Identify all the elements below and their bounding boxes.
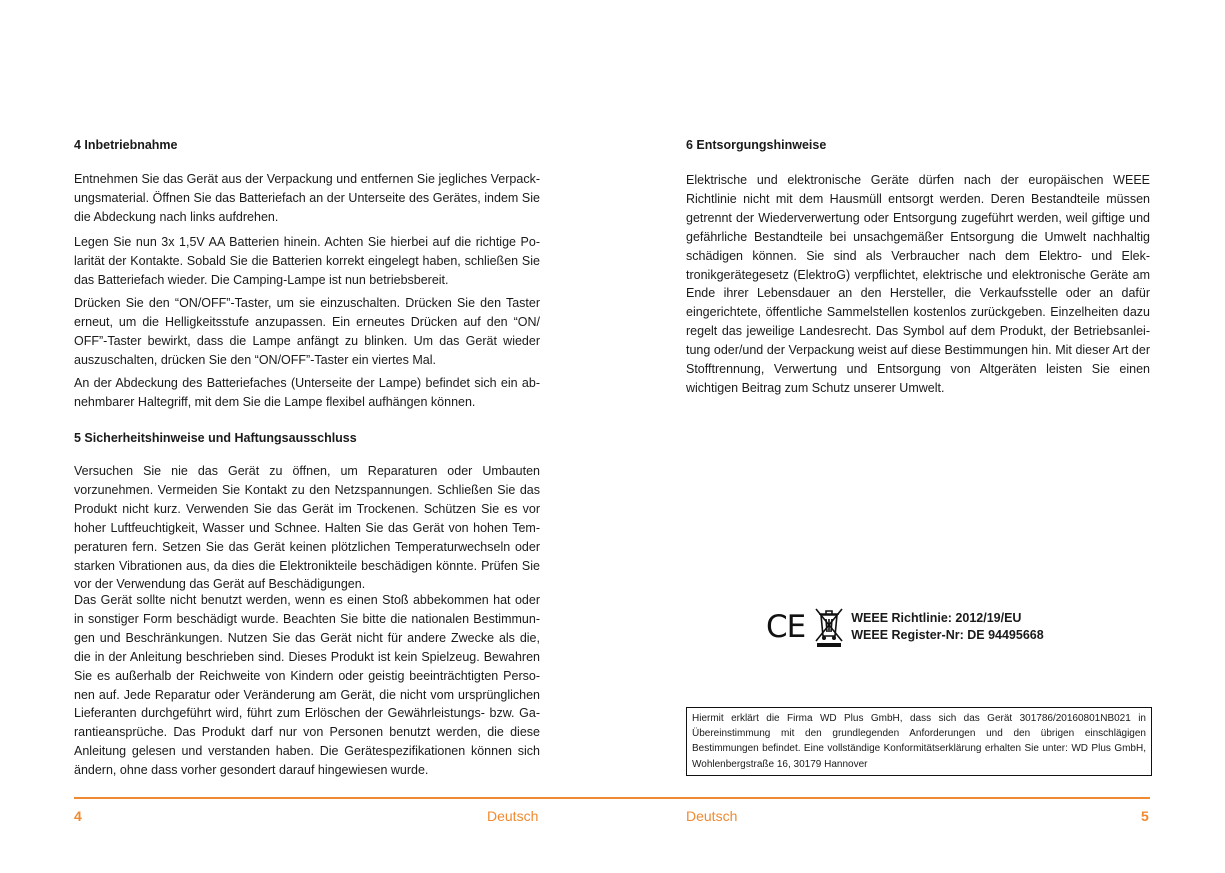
right-footer-language: Deutsch — [686, 808, 738, 824]
footer-rule — [74, 797, 1150, 799]
section-4-title: 4 Inbetriebnahme — [74, 138, 178, 152]
section-5-paragraph-2: Das Gerät sollte nicht benutzt werden, wenn es einen Stoß abbekommen hat oder in sonstiger Form beschädigt wurde. Beachten Sie bitte die nationalen Bestimmungen und Beschränkungen. Nutzen Sie das Gerät nicht für andere Zwecke als die, die in der Anleitung beschrieben sind. Dieses Produkt ist kein Spielzeug. Bewahren Sie es außerhalb der Reichweite von Kindern oder geistig beeinträchtigten Personen auf. Jede Reparatur oder Veränderung am Gerät, die nicht vom ursprünglichen Lieferanten durchgeführt wird, führt zum Erlöschen der Gewährleistungs- bzw. Garantieansprüche. Das Produkt darf nur von Personen benutzt werden, die diese Anleitung gelesen und verstanden haben. Die Gerätespezifikationen können sich ändern, ohne dass vorher gesondert darauf hingewiesen wurde. — [74, 593, 540, 778]
ce-mark: CE — [766, 608, 806, 645]
weee-directive: WEEE Richtlinie: 2012/19/EU — [851, 611, 1022, 625]
weee-text — [851, 610, 1043, 644]
section-4-paragraph-1: Entnehmen Sie das Gerät aus der Verpackung und entfernen Sie jegliches Verpackungsmaterial. Öffnen Sie das Batteriefach an der Unterseite des Gerätes, indem Sie die Abdeckung nach links aufdrehen. — [74, 172, 540, 224]
section-4-paragraph-3: Drücken Sie den “ON/OFF”-Taster, um sie einzuschalten. Drücken Sie den Taster erneut, um die Helligkeitsstufe anzupassen. Ein erneutes Drücken auf den “ON/ OFF”-Taster bewirkt, dass die Lampe anfängt zu blinken. Um das Gerät wieder auszuschalten, drücken Sie den “ON/OFF”-Taster ein viertes Mal. — [74, 296, 540, 367]
section-4-paragraph-4: An der Abdeckung des Batteriefaches (Unterseite der Lampe) befindet sich ein abnehmbarer Haltegriff, mit dem Sie die Lampe flexibel aufhängen können. — [74, 376, 540, 409]
section-6-paragraph: Elektrische und elektronische Geräte dürfen nach der europäischen WEEE Richtlinie nicht mit dem Hausmüll entsorgt werden. Deren Bestandteile müssen getrennt der Wiederverwertung oder Entsorgung zugeführt werden, weil giftige und gefährliche Bestandteile bei unsachgemäßer Entsorgung die Umwelt nachhaltig schädigen können. Sie sind als Verbraucher nach dem Elektro- und Elektronikgerätegesetz (ElektroG) verpflichtet, elektrische und elektronische Geräte am Ende ihrer Lebensdauer an den Hersteller, die Verkaufsstelle oder an dafür eingerichtete, öffentliche Sammelstellen kostenlos zurückgeben. Einzelheiten dazu regelt das jeweilige Landesrecht. Das Symbol auf dem Produkt, der Betriebsanleitung oder/und der Verpackung weist auf diese Bestimmungen hin. Mit dieser Art der Stofftrennung, Verwertung und Entsorgung von Altgeräten leisten Sie einen wichtigen Beitrag zum Schutz unserer Umwelt. — [686, 173, 1150, 395]
right-page-number: 5 — [1141, 808, 1149, 824]
section-5-title: 5 Sicherheitshinweise und Haftungsausschluss — [74, 431, 357, 445]
weee-compliance-block — [766, 606, 1044, 648]
crossed-out-wheelie-bin-icon — [813, 606, 845, 648]
weee-register-number: WEEE Register-Nr: DE 94495668 — [851, 628, 1044, 642]
section-5-paragraph-1: Versuchen Sie nie das Gerät zu öffnen, um Reparaturen oder Umbauten vorzunehmen. Vermeiden Sie Kontakt zu den Netzspannungen. Schließen Sie das Produkt nicht kurz. Verwenden Sie das Gerät im Trockenen. Schützen Sie es vor hoher Luftfeuchtigkeit, Wasser und Schnee. Halten Sie das Gerät von hohen Temperaturen fern. Setzen Sie das Gerät keinen plötzlichen Temperaturwechseln oder starken Vibrationen aus, da dies die Elektronikteile beschädigen könnte. Prüfen Sie vor der Verwendung das Gerät auf Beschädigungen. — [74, 464, 540, 592]
left-footer-language: Deutsch — [487, 808, 539, 824]
left-page-number: 4 — [74, 808, 82, 824]
section-6-title: 6 Entsorgungshinweise — [686, 138, 827, 152]
section-4-paragraph-2: Legen Sie nun 3x 1,5V AA Batterien hinein. Achten Sie hierbei auf die richtige Polarität der Kontakte. Sobald Sie die Batterien korrekt eingelegt haben, schließen Sie das Batteriefach wieder. Die Camping-Lampe ist nun betriebsbereit. — [74, 235, 540, 287]
conformity-declaration-box: Hiermit erklärt die Firma WD Plus GmbH, dass sich das Gerät 301786/20160801NB021 in Übereinstimmung mit den grundlegenden Anforderungen und den übrigen einschlägigen Bestimmungen befindet. Eine vollständige Konformitätserklärung erhalten Sie unter: WD Plus GmbH, Wohlenbergstraße 16, 30179 Hannover — [686, 707, 1152, 776]
